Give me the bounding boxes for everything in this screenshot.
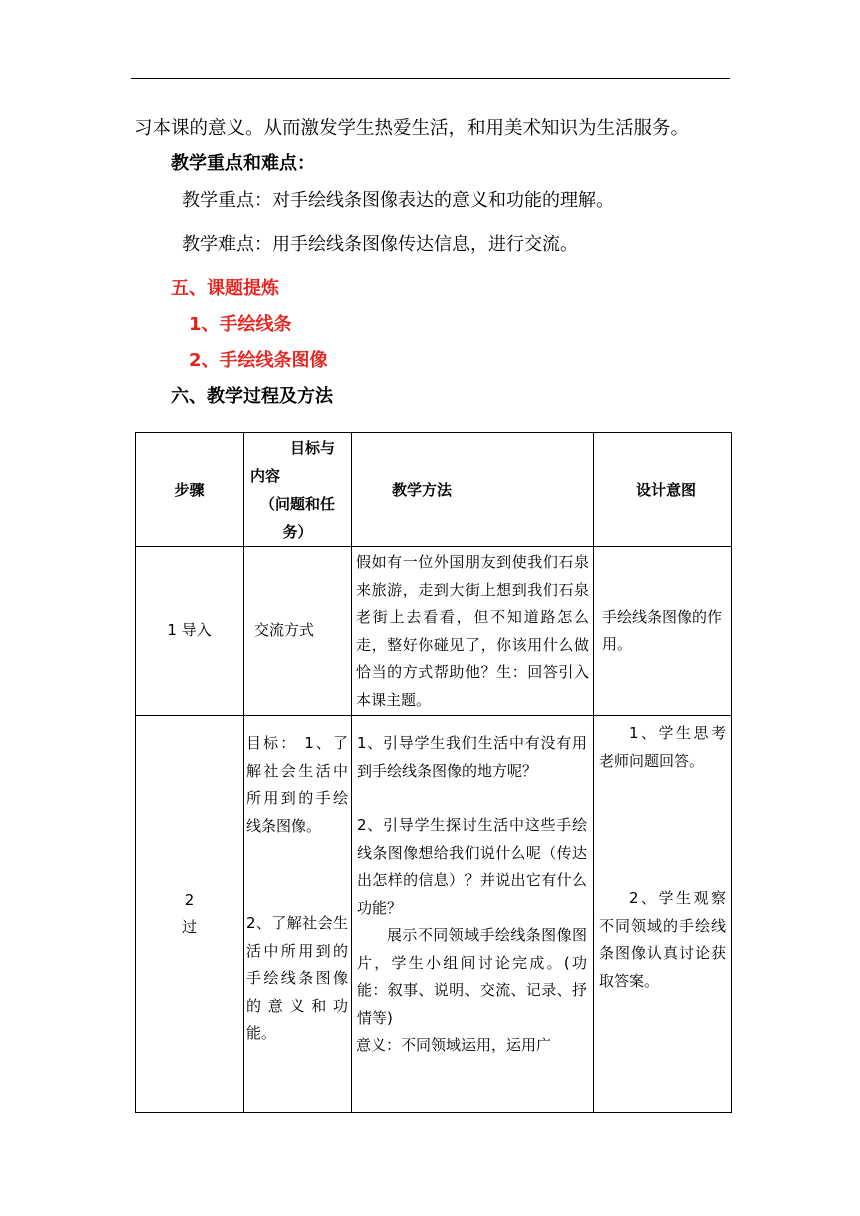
row2-intent-cell xyxy=(594,716,732,1113)
header-method-cell xyxy=(352,433,594,547)
row1-step: 1 导入 xyxy=(167,621,212,640)
row1-intent-cell xyxy=(594,547,732,716)
header-rule xyxy=(131,78,730,79)
table-row xyxy=(136,547,732,716)
header-method: 教学方法 xyxy=(392,480,453,499)
key-point: 教学重点：对手绘线条图像表达的意义和功能的理解。 xyxy=(182,190,614,211)
header-step: 步骤 xyxy=(174,480,205,499)
row1-goal: 交流方式 xyxy=(254,621,315,640)
row2-goal-1: 目标： 1、了解社会生活中所用到的手绘线条图像。 xyxy=(246,734,348,835)
header-goal-line2: 内容 xyxy=(250,466,281,485)
header-goal-line4: 务） xyxy=(282,522,313,541)
row1-method: 假如有一位外国朋友到使我们石泉来旅游，走到大街上想到我们石泉老街上去看看，但不知道路怎么走，整好你碰见了，你该用什么做恰当的方式帮助他？生：回答引入本课主题。 xyxy=(356,553,589,709)
row2-intent-1: 1、学生思考老师问题回答。 xyxy=(599,724,726,770)
row2-goal-2: 2、了解社会生活中所用到的手绘线条图像的意义和功能。 xyxy=(246,914,348,1042)
row1-goal-cell xyxy=(244,547,352,716)
process-table xyxy=(135,432,732,1113)
row2-method-1: 1、引导学生我们生活中有没有用到手绘线条图像的地方呢？ xyxy=(357,734,587,780)
table-row xyxy=(136,716,732,1113)
header-goal-cell xyxy=(244,433,352,547)
header-step-cell xyxy=(136,433,244,547)
header-goal-line3: （问题和任 xyxy=(259,494,335,513)
header-goal-line1: 目标与 xyxy=(289,438,335,457)
header-intent: 设计意图 xyxy=(636,480,697,499)
row2-intent-2: 2、学生观察不同领域的手绘线条图像认真讨论获取答案。 xyxy=(599,889,726,990)
header-intent-cell xyxy=(594,433,732,547)
row2-method-cell xyxy=(352,716,594,1113)
row2-method-2: 2、引导学生探讨生活中这些手绘线条图像想给我们说什么呢（传达出怎样的信息）？并说出它有什么功能？ xyxy=(357,816,587,917)
difficulty: 教学难点：用手绘线条图像传达信息，进行交流。 xyxy=(182,234,578,255)
section5-heading: 五、课题提炼 xyxy=(171,278,279,299)
row2-method-4: 意义：不同领域运用，运用广 xyxy=(356,1036,552,1054)
row2-goal-cell xyxy=(244,716,352,1113)
section5-item-2: 2、手绘线条图像 xyxy=(189,350,328,371)
row2-step-line1: 2 xyxy=(184,890,195,909)
row1-step-cell xyxy=(136,547,244,716)
table-header-row xyxy=(136,433,732,547)
row2-step-line2: 过 xyxy=(181,918,197,936)
intro-line: 习本课的意义。从而激发学生热爱生活，和用美术知识为生活服务。 xyxy=(134,118,690,139)
row1-intent: 手绘线条图像的作用。 xyxy=(602,607,723,653)
row2-method-3: 展示不同领域手绘线条图像图片，学生小组间讨论完成。(功能：叙事、说明、交流、记录、抒情等) xyxy=(357,926,587,1027)
focus-heading: 教学重点和难点： xyxy=(171,153,315,174)
row1-method-cell xyxy=(352,547,594,716)
section5-item-1: 1、手绘线条 xyxy=(189,314,292,335)
row2-step-cell xyxy=(136,716,244,1113)
section6-heading: 六、教学过程及方法 xyxy=(171,386,333,407)
